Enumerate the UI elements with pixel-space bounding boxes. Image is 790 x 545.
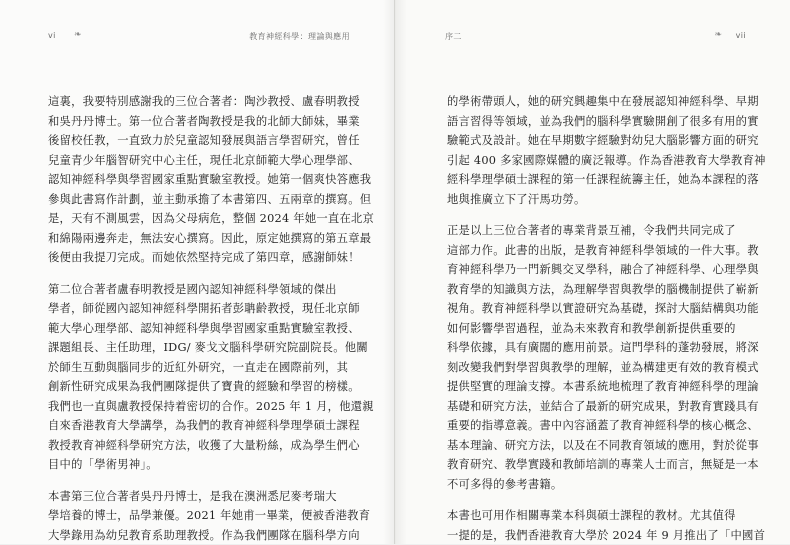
- paragraph-gap: [447, 494, 745, 506]
- paragraph: [48, 280, 348, 475]
- paragraph-gap: [447, 209, 745, 221]
- text-line: 後便由我提刀完成。而她依然堅持完成了第四章，感謝師妹！: [48, 248, 348, 268]
- text-line: 教育學的知識與方法，為理解學習與教學的腦機制提供了嶄新: [447, 280, 745, 300]
- body-text: [48, 92, 348, 545]
- text-line: 語言習得等領域，並為我們的腦科學實驗開創了很多有用的實: [447, 112, 745, 132]
- text-line: 我們也一直與盧教授保持着密切的合作。2025 年 1 月，他還親: [48, 397, 348, 417]
- text-line: 基礎和研究方法，並結合了最新的研究成果，對教育實踐具有: [447, 397, 745, 417]
- text-line: 不可多得的參考書籍。: [447, 475, 745, 495]
- paragraph: [447, 92, 745, 209]
- text-line: 認知神經科學與學習國家重點實驗室教授。她第一個爽快答應我: [48, 170, 348, 190]
- text-line: 和吳丹丹博士。第一位合著者陶教授是我的北師大師妹，畢業: [48, 112, 348, 132]
- text-line: 如何影響學習過程，並為未來教育和教學創新提供重要的: [447, 319, 745, 339]
- page-number: vii: [736, 31, 746, 45]
- text-line: 自來香港教育大學講學，為我們的教育神經科學理學碩士課程: [48, 416, 348, 436]
- right-page: [395, 0, 790, 544]
- text-line: 科學依據，具有廣闊的應用前景。這門學科的蓬勃發展，將深: [447, 338, 745, 358]
- paragraph: [447, 506, 745, 545]
- text-line: 學者，師從國內認知神經科學開拓者彭聃齡教授，現任北京師: [48, 299, 348, 319]
- text-line: 創新性研究成果為我們團隊提供了寶貴的經驗和學習的榜樣。: [48, 377, 348, 397]
- paragraph-gap: [48, 268, 348, 280]
- text-line: 教育研究、教學實踐和教師培訓的專業人士而言，無疑是一本: [447, 455, 745, 475]
- text-line: 刻改變我們對學習與教學的理解，並為構建更有效的教育模式: [447, 358, 745, 378]
- paragraph: [48, 487, 348, 545]
- text-line: 是，天有不測風雲，因為父母病危，整個 2024 年她一直在北京: [48, 209, 348, 229]
- paragraph-gap: [48, 475, 348, 487]
- text-line: 本書也可用作相關專業本科與碩士課程的教材。尤其值得: [447, 506, 745, 526]
- text-line: 範大學心理學部、認知神經科學與學習國家重點實驗室教授、: [48, 319, 348, 339]
- text-line: 這部力作。此書的出版，是教育神經科學領域的一件大事。教: [447, 241, 745, 261]
- text-line: 這裏，我要特別感謝我的三位合著者：陶沙教授、盧春明教授: [48, 92, 348, 112]
- page-number: vi: [48, 31, 56, 45]
- text-line: 後留校任教，一直致力於兒童認知發展與語言學習研究，曾任: [48, 131, 348, 151]
- ornament-icon: ❧: [74, 30, 82, 40]
- text-line: 學培養的博士，品學兼優。2021 年她甫一畢業，便被香港教育: [48, 506, 348, 526]
- text-line: 的學術帶頭人，她的研究興趣集中在發展認知神經科學、早期: [447, 92, 745, 112]
- text-line: 驗範式及設計。她在早期數字經驗對幼兒大腦影響方面的研究: [447, 131, 745, 151]
- text-line: 於師生互動與腦同步的近紅外研究，一直走在國際前列，其: [48, 358, 348, 378]
- ornament-icon: ❧: [714, 30, 722, 40]
- text-line: 第二位合著者盧春明教授是國內認知神經科學領域的傑出: [48, 280, 348, 300]
- text-line: 兒童青少年腦智研究中心主任，現任北京師範大學心理學部、: [48, 151, 348, 171]
- text-line: 課題組長、主任助理，IDG/ 麥戈文腦科學研究院副院長。他關: [48, 338, 348, 358]
- text-line: 地與推廣立下了汗馬功勞。: [447, 190, 745, 210]
- paragraph: [48, 92, 348, 268]
- text-line: 引起 400 多家國際媒體的廣泛報導。作為香港教育大學教育神: [447, 151, 745, 171]
- text-line: 大學錄用為幼兒教育系助理教授。作為我們團隊在腦科學方向: [48, 526, 348, 545]
- text-line: 目中的「學術男神」。: [48, 455, 348, 475]
- body-text: [447, 92, 745, 545]
- text-line: 視角。教育神經科學以實證研究為基礎，探討大腦結構與功能: [447, 299, 745, 319]
- paragraph: [447, 221, 745, 494]
- running-head: 序二: [445, 31, 462, 45]
- running-head: 教育神經科學：理論與應用: [249, 31, 350, 45]
- text-line: 和綿陽兩邊奔走，無法安心撰寫。因此，原定她撰寫的第五章最: [48, 229, 348, 249]
- text-line: 經科學理學碩士課程的第一任課程統籌主任，她為本課程的落: [447, 170, 745, 190]
- text-line: 一提的是，我們香港教育大學於 2024 年 9 月推出了「中國首: [447, 526, 745, 545]
- text-line: 提供堅實的理論支撐。本書系統地梳理了教育神經科學的理論: [447, 377, 745, 397]
- text-line: 參與此書寫作計劃，並主動承擔了本書第四、五兩章的撰寫。但: [48, 190, 348, 210]
- left-page: [0, 0, 395, 544]
- text-line: 教授教育神經科學研究方法，收獲了大量粉絲，成為學生們心: [48, 436, 348, 456]
- text-line: 育神經科學乃一門新興交叉學科，融合了神經科學、心理學與: [447, 260, 745, 280]
- text-line: 本書第三位合著者吳丹丹博士，是我在澳洲悉尼麥考瑞大: [48, 487, 348, 507]
- text-line: 正是以上三位合著者的專業背景互補，令我們共同完成了: [447, 221, 745, 241]
- text-line: 重要的指導意義。書中內容涵蓋了教育神經科學的核心概念、: [447, 416, 745, 436]
- text-line: 基本理論、研究方法，以及在不同教育領域的應用，對於從事: [447, 436, 745, 456]
